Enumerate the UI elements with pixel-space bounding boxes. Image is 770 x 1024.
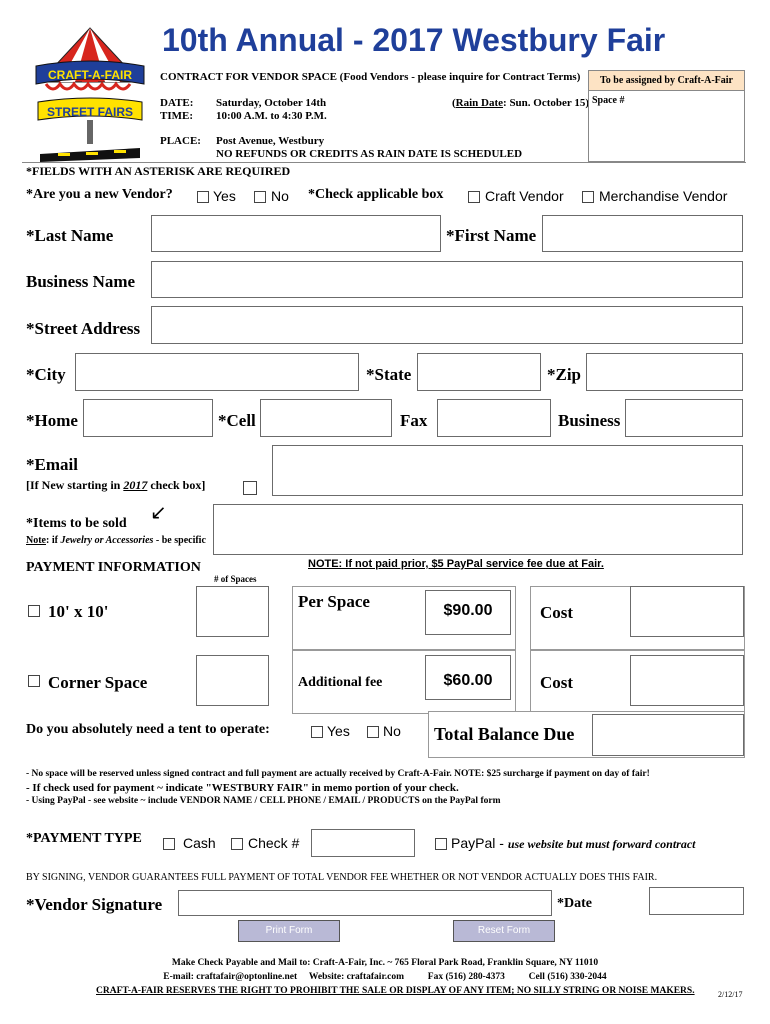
city-label: *City (26, 365, 66, 384)
business-phone-label: Business (558, 411, 621, 430)
corner-space-checkbox[interactable] (28, 675, 40, 687)
place-value: Post Avenue, Westbury (216, 135, 325, 147)
cell-phone-field[interactable] (260, 399, 392, 437)
svg-text:STREET FAIRS: STREET FAIRS (46, 105, 134, 119)
date-label: DATE: (160, 97, 194, 109)
tent-yes-label: Yes (327, 723, 350, 739)
note-line-1: - No space will be reserved unless signed contract and full payment are actually received by Craft-A-Fair. NOTE: $25 surcharge if payment on day of fair! (26, 769, 650, 779)
corner-spaces-field[interactable] (196, 655, 269, 706)
signature-label: *Vendor Signature (26, 895, 163, 914)
space-number-label: Space # (592, 95, 625, 106)
cell-phone-label: *Cell (218, 411, 256, 430)
refunds-note: NO REFUNDS OR CREDITS AS RAIN DATE IS SCHEDULED (216, 148, 523, 160)
craft-a-fair-logo (30, 22, 150, 162)
payment-type-label: *PAYMENT TYPE (26, 831, 142, 846)
paypal-checkbox[interactable] (435, 838, 447, 850)
total-balance-field[interactable] (592, 714, 744, 756)
footer-version: 2/12/17 (718, 990, 743, 999)
street-address-label: *Street Address (26, 319, 141, 338)
paypal-option: PayPal - use website but must forward contract (451, 835, 696, 851)
assign-box (588, 70, 745, 162)
paypal-fee-note: NOTE: If not paid prior, $5 PayPal service fee due at Fair. (308, 558, 604, 570)
state-label: *State (366, 365, 412, 384)
place-label: PLACE: (160, 135, 201, 147)
city-field[interactable] (75, 353, 359, 391)
svg-text:CRAFT-A-FAIR: CRAFT-A-FAIR (48, 68, 132, 82)
header-divider (22, 162, 746, 163)
zip-label: *Zip (547, 365, 582, 384)
business-phone-field[interactable] (625, 399, 743, 437)
corner-space-label: Corner Space (48, 673, 148, 692)
assign-box-header: To be assigned by Craft-A-Fair (589, 71, 744, 91)
merch-vendor-checkbox[interactable] (582, 191, 594, 203)
tent-yes-checkbox[interactable] (311, 726, 323, 738)
first-name-label: *First Name (446, 226, 537, 245)
guarantee-text: BY SIGNING, VENDOR GUARANTEES FULL PAYMENT OF TOTAL VENDOR FEE WHETHER OR NOT VENDOR ACTUALLY DOES THIS FAIR. (26, 872, 658, 883)
required-note: *FIELDS WITH AN ASTERISK ARE REQUIRED (26, 164, 291, 178)
footer-rights-line: CRAFT-A-FAIR RESERVES THE RIGHT TO PROHIBIT THE SALE OR DISPLAY OF ANY ITEM; NO SILLY STRING OR NOISE MAKERS. (96, 986, 695, 996)
check-number-field[interactable] (311, 829, 415, 857)
note-line-3: - Using PayPal - see website ~ include VENDOR NAME / CELL PHONE / EMAIL / PRODUCTS on the PayPal form (26, 796, 501, 806)
items-sold-field[interactable] (213, 504, 743, 555)
tent-no-label: No (383, 723, 401, 739)
ten-by-ten-spaces-field[interactable] (196, 586, 269, 637)
business-name-field[interactable] (151, 261, 743, 298)
reset-form-button[interactable]: Reset Form (453, 920, 555, 942)
if-new-note: [If New starting in 2017 check box] (26, 478, 206, 492)
new-vendor-no-checkbox[interactable] (254, 191, 266, 203)
new-vendor-no-label: No (271, 188, 289, 204)
per-space-price: $90.00 (443, 602, 493, 619)
cash-checkbox[interactable] (163, 838, 175, 850)
time-label: TIME: (160, 110, 193, 122)
fax-label: Fax (400, 411, 428, 430)
new-vendor-yes-checkbox[interactable] (197, 191, 209, 203)
note-line-2: - If check used for payment ~ indicate "WESTBURY FAIR" in memo portion of your check. (26, 782, 459, 794)
page-title: 10th Annual - 2017 Westbury Fair (162, 22, 666, 58)
cost1-field[interactable] (630, 586, 744, 637)
footer-contact-line: E-mail: craftafair@optonline.net Website: craftafair.com Fax (516) 280-4373 Cell (516) 330-2044 (163, 972, 607, 982)
check-label: Check # (248, 835, 300, 851)
ten-by-ten-label: 10' x 10' (48, 602, 109, 621)
tent-no-checkbox[interactable] (367, 726, 379, 738)
arrow-icon: ↙ (150, 500, 167, 524)
items-sold-label: *Items to be sold (26, 516, 127, 531)
business-name-label: Business Name (26, 272, 136, 291)
signature-field[interactable] (178, 890, 552, 916)
per-space-label: Per Space (298, 592, 370, 611)
cost2-field[interactable] (630, 655, 744, 706)
print-form-button[interactable]: Print Form (238, 920, 340, 942)
email-label: *Email (26, 455, 78, 474)
if-new-checkbox[interactable] (243, 481, 257, 495)
home-phone-field[interactable] (83, 399, 213, 437)
craft-vendor-label: Craft Vendor (485, 188, 564, 204)
home-phone-label: *Home (26, 411, 78, 430)
tent-question-label: Do you absolutely need a tent to operate: (26, 722, 270, 737)
items-note: Note: if Jewelry or Accessories - be specific (26, 535, 206, 546)
street-address-field[interactable] (151, 306, 743, 344)
cost2-label: Cost (540, 673, 574, 692)
last-name-label: *Last Name (26, 226, 114, 245)
time-value: 10:00 A.M. to 4:30 P.M. (216, 110, 327, 122)
date-sign-field[interactable] (649, 887, 744, 915)
additional-price: $60.00 (443, 672, 493, 689)
date-value: Saturday, October 14th (216, 97, 327, 109)
contract-line: CONTRACT FOR VENDOR SPACE (Food Vendors - please inquire for Contract Terms) (160, 71, 581, 83)
new-vendor-yes-label: Yes (213, 188, 236, 204)
fax-field[interactable] (437, 399, 551, 437)
last-name-field[interactable] (151, 215, 441, 252)
check-checkbox[interactable] (231, 838, 243, 850)
num-spaces-label: # of Spaces (214, 574, 257, 584)
new-vendor-label: *Are you a new Vendor? (26, 187, 173, 202)
footer-mail-line: Make Check Payable and Mail to: Craft-A-Fair, Inc. ~ 765 Floral Park Road, Franklin Square, NY 11010 (171, 958, 599, 968)
zip-field[interactable] (586, 353, 743, 391)
payment-heading: PAYMENT INFORMATION (26, 560, 201, 575)
craft-vendor-checkbox[interactable] (468, 191, 480, 203)
state-field[interactable] (417, 353, 541, 391)
date-sign-label: *Date (557, 896, 592, 911)
additional-fee-label: Additional fee (298, 675, 383, 690)
email-field[interactable] (272, 445, 743, 496)
check-applicable-label: *Check applicable box (308, 187, 444, 202)
rain-date: (Rain Date: Sun. October 15) (452, 97, 589, 109)
cost1-label: Cost (540, 603, 574, 622)
first-name-field[interactable] (542, 215, 743, 252)
ten-by-ten-checkbox[interactable] (28, 605, 40, 617)
total-balance-label: Total Balance Due (434, 724, 575, 744)
merch-vendor-label: Merchandise Vendor (599, 188, 728, 204)
cash-label: Cash (183, 835, 216, 851)
